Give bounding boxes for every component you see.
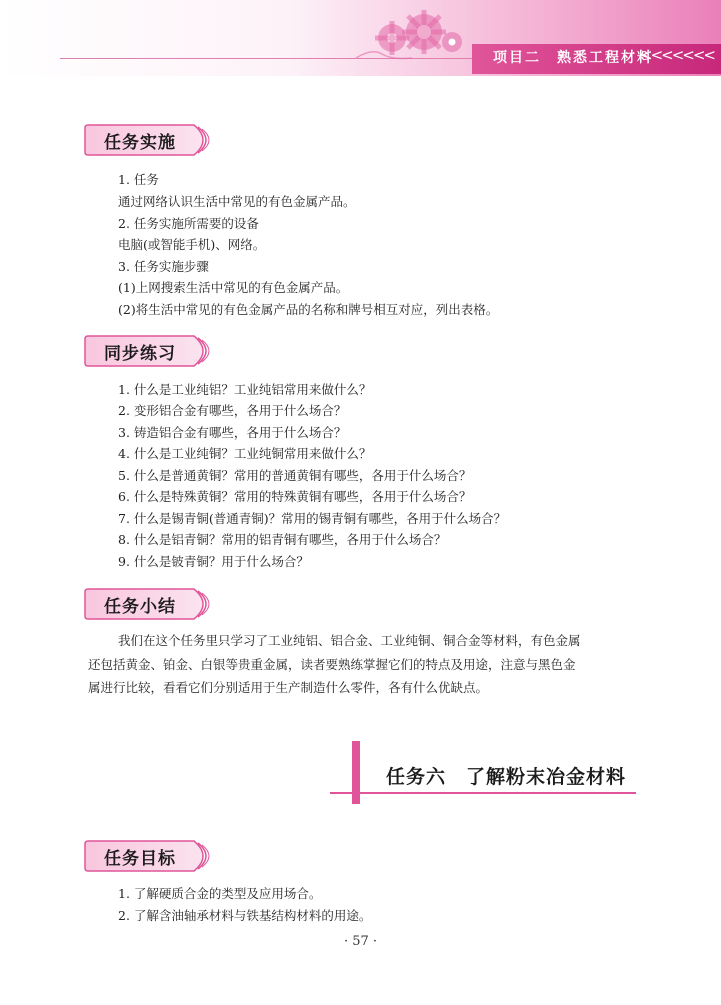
text-line: 3. 任务实施步骤 — [118, 259, 209, 274]
section-title: 任务实施 — [104, 133, 176, 153]
text-line: (2)将生活中常见的有色金属产品的名称和牌号相互对应，列出表格。 — [118, 302, 499, 317]
question-item: 5. 什么是普通黄铜？常用的普通黄铜有哪些，各用于什么场合？ — [118, 468, 472, 483]
task-heading: 任务六 了解粉末冶金材料 — [386, 766, 627, 788]
task-heading-bar — [352, 741, 360, 804]
text-line: 电脑(或智能手机)、网络。 — [118, 237, 266, 252]
goal-item: 2. 了解含油轴承材料与铁基结构材料的用途。 — [118, 908, 372, 923]
question-item: 6. 什么是特殊黄铜？常用的特殊黄铜有哪些，各用于什么场合？ — [118, 489, 472, 504]
goal-item: 1. 了解硬质合金的类型及应用场合。 — [118, 886, 322, 901]
paragraph-line: 属进行比较，看看它们分别适用于生产制造什么零件，各有什么优缺点。 — [88, 680, 489, 695]
text-line: 1. 任务 — [118, 172, 159, 187]
text-line: (1)上网搜索生活中常见的有色金属产品。 — [118, 280, 349, 295]
question-item: 9. 什么是铍青铜？用于什么场合？ — [118, 554, 309, 569]
task-heading-underline — [330, 792, 636, 794]
chevron-decoration: <<<<<<< — [640, 46, 714, 64]
paragraph-line: 还包括黄金、铂金、白银等贵重金属，读者要熟练掌握它们的特点及用途，注意与黑色金 — [88, 657, 576, 672]
text-line: 通过网络认识生活中常见的有色金属产品。 — [118, 194, 356, 209]
question-item: 8. 什么是铝青铜？常用的铝青铜有哪些，各用于什么场合？ — [118, 532, 447, 547]
section-title: 同步练习 — [104, 344, 176, 364]
page-number: · 57 · — [343, 934, 378, 949]
chapter-title: 项目二 熟悉工程材料 — [493, 50, 653, 66]
section-title: 任务目标 — [104, 849, 176, 869]
question-item: 3. 铸造铝合金有哪些，各用于什么场合？ — [118, 425, 347, 440]
text-line: 2. 任务实施所需要的设备 — [118, 216, 259, 231]
question-item: 2. 变形铝合金有哪些，各用于什么场合？ — [118, 403, 347, 418]
section-title: 任务小结 — [104, 597, 176, 617]
question-item: 1. 什么是工业纯铝？工业纯铝常用来做什么？ — [118, 382, 372, 397]
paragraph-line: 我们在这个任务里只学习了工业纯铝、铝合金、工业纯铜、铜合金等材料，有色金属 — [118, 633, 581, 648]
gear-decoration-icon — [352, 8, 472, 66]
question-item: 7. 什么是锡青铜(普通青铜)？常用的锡青铜有哪些，各用于什么场合？ — [118, 511, 507, 526]
question-item: 4. 什么是工业纯铜？工业纯铜常用来做什么？ — [118, 446, 372, 461]
